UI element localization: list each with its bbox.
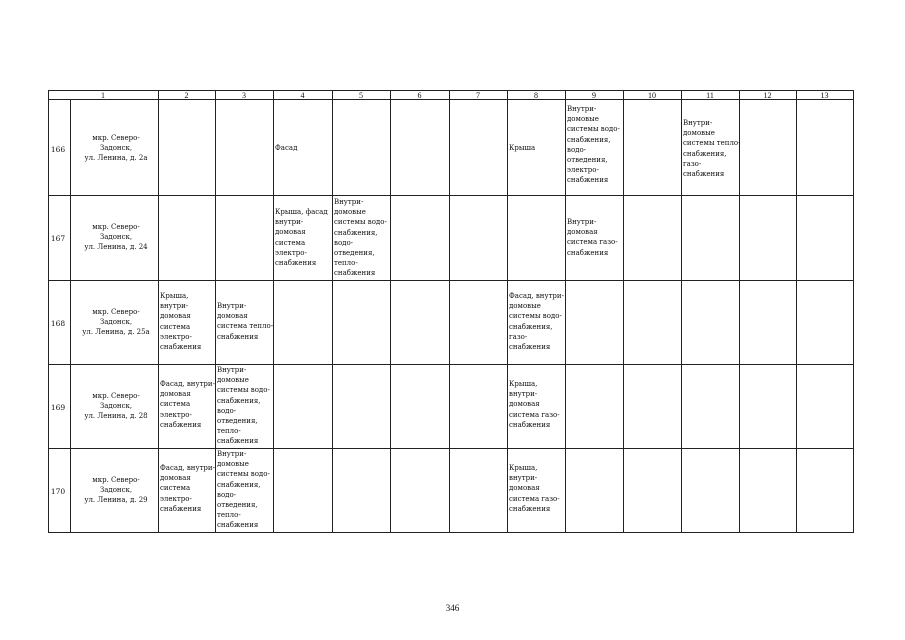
- grid-line-row-167-bottom: [48, 280, 854, 281]
- grid-line-col-10: [623, 90, 624, 533]
- cell-col-2: Фасад, внутри- домовая система электро- снабжения: [160, 464, 215, 513]
- header-col-3: 3: [242, 91, 246, 100]
- header-col-8: 8: [534, 91, 538, 100]
- cell-col-3: Внутри- домовые системы водо- снабжения, водо- отведения, тепло- снабжения: [217, 450, 270, 530]
- cell-col-5: Внутри- домовые системы водо- снабжения, водо- отведения, тепло- снабжения: [334, 198, 387, 278]
- cell-col-2: Крыша, внутри- домовая система электро- снабжения: [160, 292, 202, 352]
- row-number: 166: [50, 145, 66, 154]
- cell-col-11: Внутри- домовые системы тепло- снабжения, газо- снабжения: [683, 119, 741, 179]
- cell-col-8: Крыша, внутри- домовая система газо- снабжения: [509, 464, 560, 513]
- grid-line-col-3: [215, 90, 216, 533]
- header-col-11: 11: [706, 91, 714, 100]
- row-address: мкр. Северо- Задонск, ул. Ленина, д. 2а: [84, 134, 148, 163]
- grid-line-col-5: [332, 90, 333, 533]
- grid-line-row-169-bottom: [48, 448, 854, 449]
- grid-line-row-168-bottom: [48, 364, 854, 365]
- grid-line-col-1a: [70, 99, 71, 533]
- header-col-7: 7: [476, 91, 480, 100]
- cell-col-8: Крыша: [509, 144, 536, 152]
- grid-line-col-8: [507, 90, 508, 533]
- header-col-10: 10: [648, 91, 656, 100]
- grid-line-col-11: [681, 90, 682, 533]
- grid-line-col-9: [565, 90, 566, 533]
- cell-col-4: Фасад: [275, 144, 298, 152]
- header-col-9: 9: [592, 91, 596, 100]
- grid-line-row-166-bottom: [48, 195, 854, 196]
- row-address: мкр. Северо- Задонск, ул. Ленина, д. 29: [84, 476, 148, 505]
- cell-col-4: Крыша, фасад внутри- домовая система электро- снабжения: [275, 208, 328, 268]
- header-col-13: 13: [820, 91, 829, 100]
- header-col-1: 1: [101, 91, 105, 100]
- grid-line-left: [48, 90, 49, 533]
- row-number: 169: [50, 403, 66, 412]
- row-address: мкр. Северо- Задонск, ул. Ленина, д. 24: [84, 223, 148, 252]
- grid-line-col-4: [273, 90, 274, 533]
- grid-line-col-2: [158, 90, 159, 533]
- cell-col-8: Крыша, внутри- домовая система газо- снабжения: [509, 380, 560, 429]
- grid-line-col-7: [449, 90, 450, 533]
- grid-line-right: [853, 90, 854, 533]
- cell-col-3: Внутри- домовые системы водо- снабжения, водо- отведения, тепло- снабжения: [217, 366, 270, 446]
- row-number: 167: [50, 234, 66, 243]
- header-col-4: 4: [300, 91, 305, 100]
- header-col-6: 6: [417, 91, 422, 100]
- cell-col-8: Фасад, внутри- домовые системы водо- снабжения, газо- снабжения: [509, 292, 564, 352]
- header-col-5: 5: [359, 91, 363, 100]
- header-col-12: 12: [763, 91, 772, 100]
- cell-col-2: Фасад, внутри- домовая система электро- снабжения: [160, 380, 215, 429]
- grid-line-bottom: [48, 532, 854, 533]
- cell-col-9: Внутри- домовые системы водо- снабжения, водо- отведения, электро- снабжения: [567, 105, 620, 185]
- grid-line-col-13: [796, 90, 797, 533]
- cell-col-9: Внутри- домовая система газо- снабжения: [567, 218, 618, 257]
- row-address: мкр. Северо- Задонск, ул. Ленина, д. 25а: [82, 308, 150, 337]
- page-number: 346: [445, 603, 460, 613]
- cell-col-3: Внутри- домовая система тепло- снабжения: [217, 302, 274, 341]
- header-col-2: 2: [184, 91, 189, 100]
- row-number: 168: [50, 319, 66, 328]
- row-number: 170: [50, 487, 66, 496]
- grid-line-col-6: [390, 90, 391, 533]
- row-address: мкр. Северо- Задонск, ул. Ленина, д. 28: [84, 392, 148, 421]
